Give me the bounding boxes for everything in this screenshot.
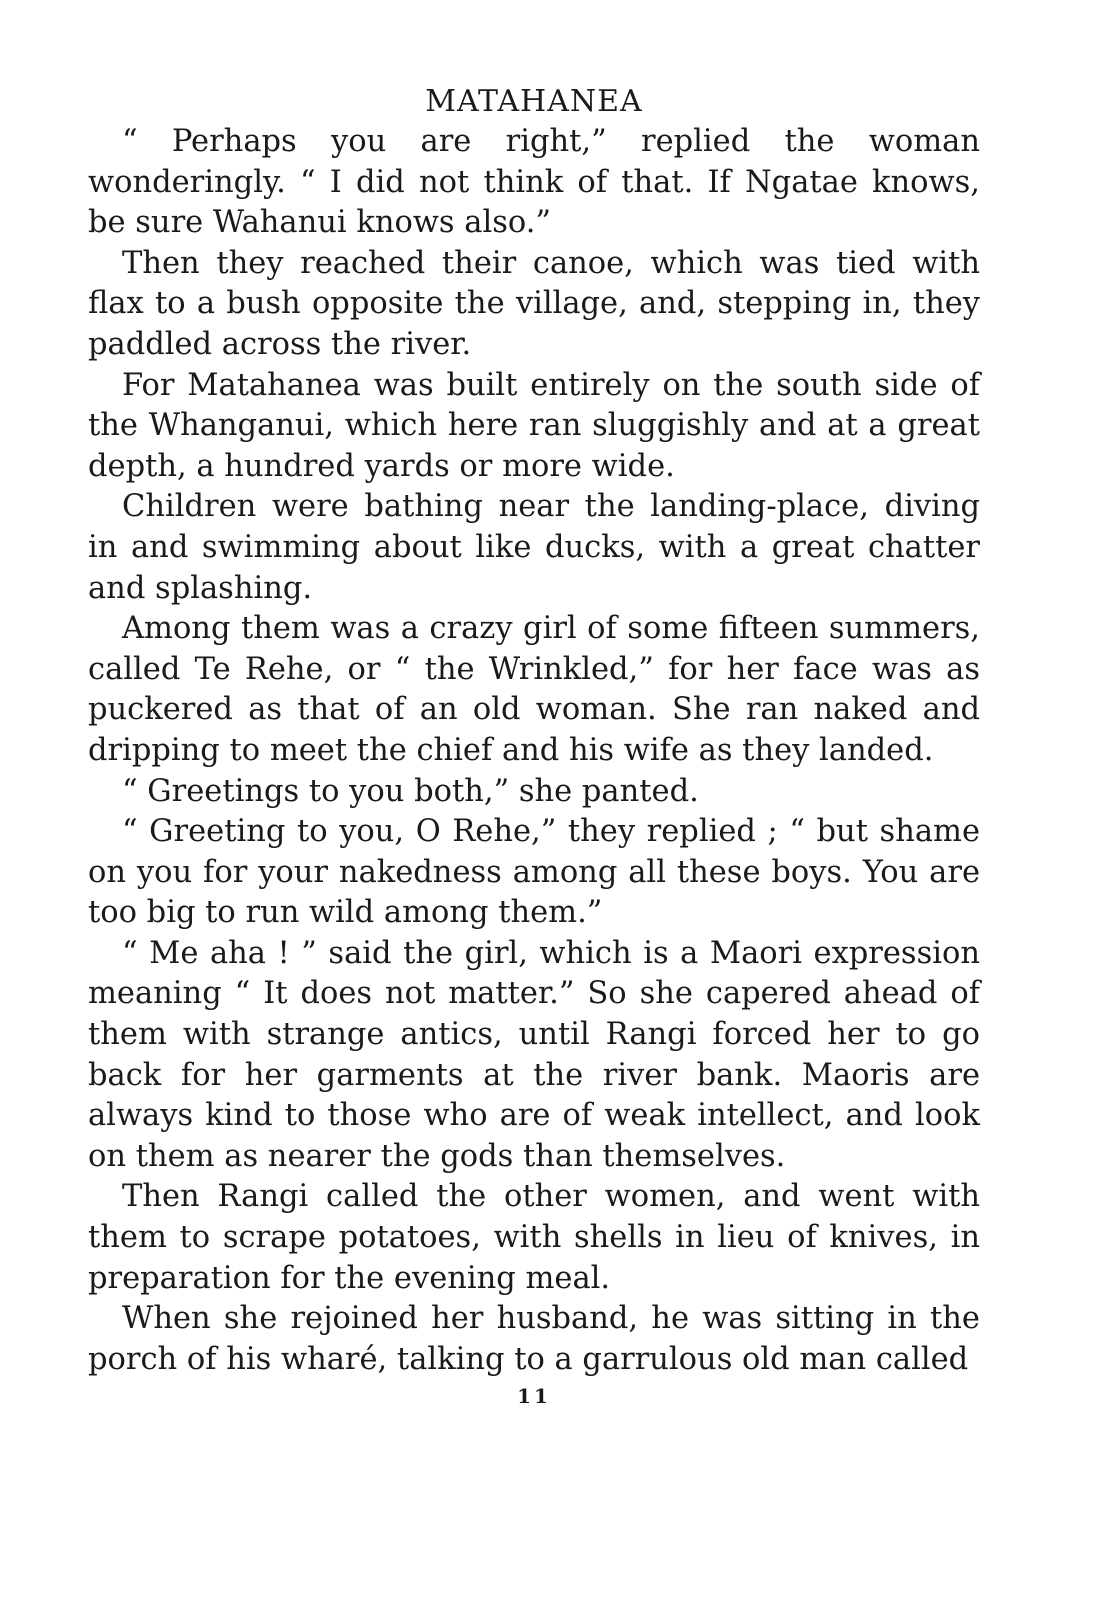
body-text bbox=[88, 122, 980, 1380]
running-head: MATAHANEA bbox=[425, 84, 643, 119]
paragraph: “ Greeting to you, O Rehe,” they replied ; “ but shame on you for your nakedness among all these boys. You are too big to run wild among them.” bbox=[88, 814, 980, 931]
paragraph: Among them was a crazy girl of some fifteen summers, called Te Rehe, or “ the Wrinkled,” for her face was as puckered as that of an old woman. She ran naked and dripping to meet the chief and his wife as they landed. bbox=[88, 611, 980, 768]
paragraph: Then they reached their canoe, which was tied with flax to a bush opposite the village, and, stepping in, they paddled across the river. bbox=[88, 245, 980, 362]
book-page bbox=[88, 82, 980, 1408]
paragraph: Then Rangi called the other women, and went with them to scrape potatoes, with shells in lieu of knives, in preparation for the evening meal. bbox=[88, 1179, 980, 1296]
paragraph: When she rejoined her husband, he was sitting in the porch of his wharé, talking to a garrulous old man called bbox=[88, 1301, 980, 1377]
page-number: 11 bbox=[517, 1384, 551, 1409]
paragraph: “ Me aha ! ” said the girl, which is a Maori expression meaning “ It does not matter.” So she capered ahead of them with strange antics, until Rangi forced her to go back for her garments at the river bank. Maoris are always kind to those who are of weak intellect, and look on them as nearer the gods than themselves. bbox=[88, 935, 980, 1174]
paragraph: “ Greetings to you both,” she panted. bbox=[122, 773, 699, 809]
paragraph: For Matahanea was built entirely on the south side of the Whanganui, which here ran sluggishly and at a great depth, a hundred yards or more wide. bbox=[88, 367, 980, 484]
paragraph: Children were bathing near the landing-place, diving in and swimming about like ducks, with a great chatter and splashing. bbox=[88, 489, 980, 606]
paragraph: “ Perhaps you are right,” replied the woman wonderingly. “ I did not think of that. If Ngatae knows, be sure Wahanui knows also.” bbox=[88, 124, 980, 241]
